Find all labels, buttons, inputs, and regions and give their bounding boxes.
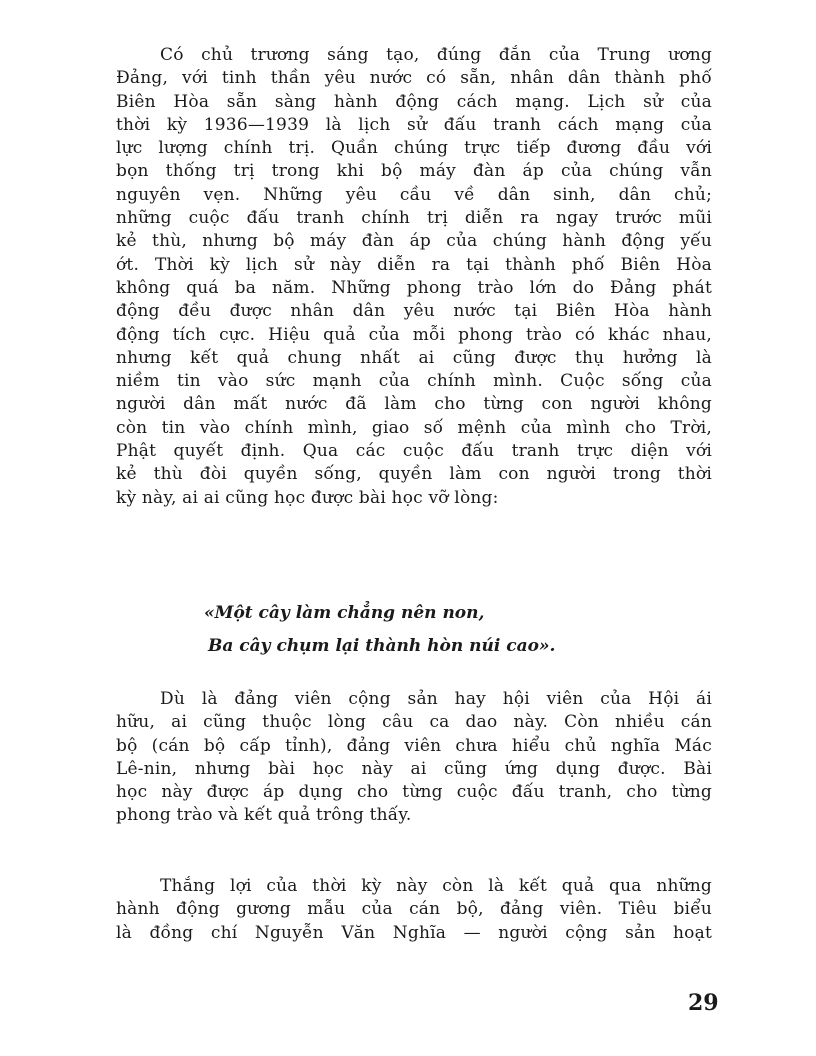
text-line: người dân mất nước đã làm cho từng con người không xyxy=(116,394,712,415)
text-line: Biên Hòa sẵn sàng hành động cách mạng. Lịch sử của xyxy=(116,91,712,112)
text-line: hữu, ai cũng thuộc lòng câu ca dao này. Còn nhiều cán xyxy=(116,712,712,733)
paragraph-3 xyxy=(116,875,712,945)
paragraph-2 xyxy=(116,688,712,828)
text-line: thời kỳ 1936—1939 là lịch sử đấu tranh cách mạng của xyxy=(116,114,712,135)
paragraph-1 xyxy=(116,44,712,510)
verse-line: Ba cây chụm lại thành hòn núi cao». xyxy=(208,636,556,656)
text-line: động đều được nhân dân yêu nước tại Biên Hòa hành xyxy=(116,301,712,322)
text-line: còn tin vào chính mình, giao số mệnh của mình cho Trời, xyxy=(116,417,712,438)
text-line: Dù là đảng viên cộng sản hay hội viên của Hội ái xyxy=(160,689,712,709)
text-line: không quá ba năm. Những phong trào lớn do Đảng phát xyxy=(116,277,712,298)
text-line: bọn thống trị trong khi bộ máy đàn áp của chúng vẫn xyxy=(116,161,712,182)
text-line: niềm tin vào sức mạnh của chính mình. Cuộc sống của xyxy=(116,371,712,392)
text-line: Thắng lợi của thời kỳ này còn là kết quả qua những xyxy=(160,876,712,896)
text-line: nguyên vẹn. Những yêu cầu về dân sinh, dân chủ; xyxy=(116,184,712,205)
page-number: 29 xyxy=(688,990,719,1016)
text-line: kẻ thù đòi quyền sống, quyền làm con người trong thời xyxy=(116,464,712,485)
text-line: bộ (cán bộ cấp tỉnh), đảng viên chưa hiểu chủ nghĩa Mác xyxy=(116,735,712,756)
text-line: Lê-nin, nhưng bài học này ai cũng ứng dụng được. Bài xyxy=(116,758,712,779)
text-line: lực lượng chính trị. Quần chúng trực tiếp đương đầu với xyxy=(116,138,712,159)
text-line: Đảng, với tinh thần yêu nước có sẵn, nhân dân thành phố xyxy=(116,68,712,89)
text-line: Có chủ trương sáng tạo, đúng đắn của Trung ương xyxy=(160,45,712,65)
text-line: động tích cực. Hiệu quả của mỗi phong trào có khác nhau, xyxy=(116,324,712,345)
text-line: hành động gương mẫu của cán bộ, đảng viên. Tiêu biểu xyxy=(116,899,712,920)
text-line: nhưng kết quả chung nhất ai cũng được thụ hưởng là xyxy=(116,347,712,368)
text-line: kẻ thù, nhưng bộ máy đàn áp của chúng hành động yếu xyxy=(116,231,712,252)
text-line: là đồng chí Nguyễn Văn Nghĩa — người cộng sản hoạt xyxy=(116,922,712,943)
text-line: phong trào và kết quả trông thấy. xyxy=(116,805,412,826)
text-line: kỳ này, ai ai cũng học được bài học vỡ lòng: xyxy=(116,487,499,508)
text-line: Phật quyết định. Qua các cuộc đấu tranh trực diện với xyxy=(116,441,712,462)
verse-line: «Một cây làm chẳng nên non, xyxy=(204,603,485,623)
text-line: ớt. Thời kỳ lịch sử này diễn ra tại thành phố Biên Hòa xyxy=(116,254,712,275)
text-line: học này được áp dụng cho từng cuộc đấu tranh, cho từng xyxy=(116,782,712,803)
folk-verse-quote xyxy=(204,597,555,663)
text-line: những cuộc đấu tranh chính trị diễn ra ngay trước mũi xyxy=(116,208,712,229)
